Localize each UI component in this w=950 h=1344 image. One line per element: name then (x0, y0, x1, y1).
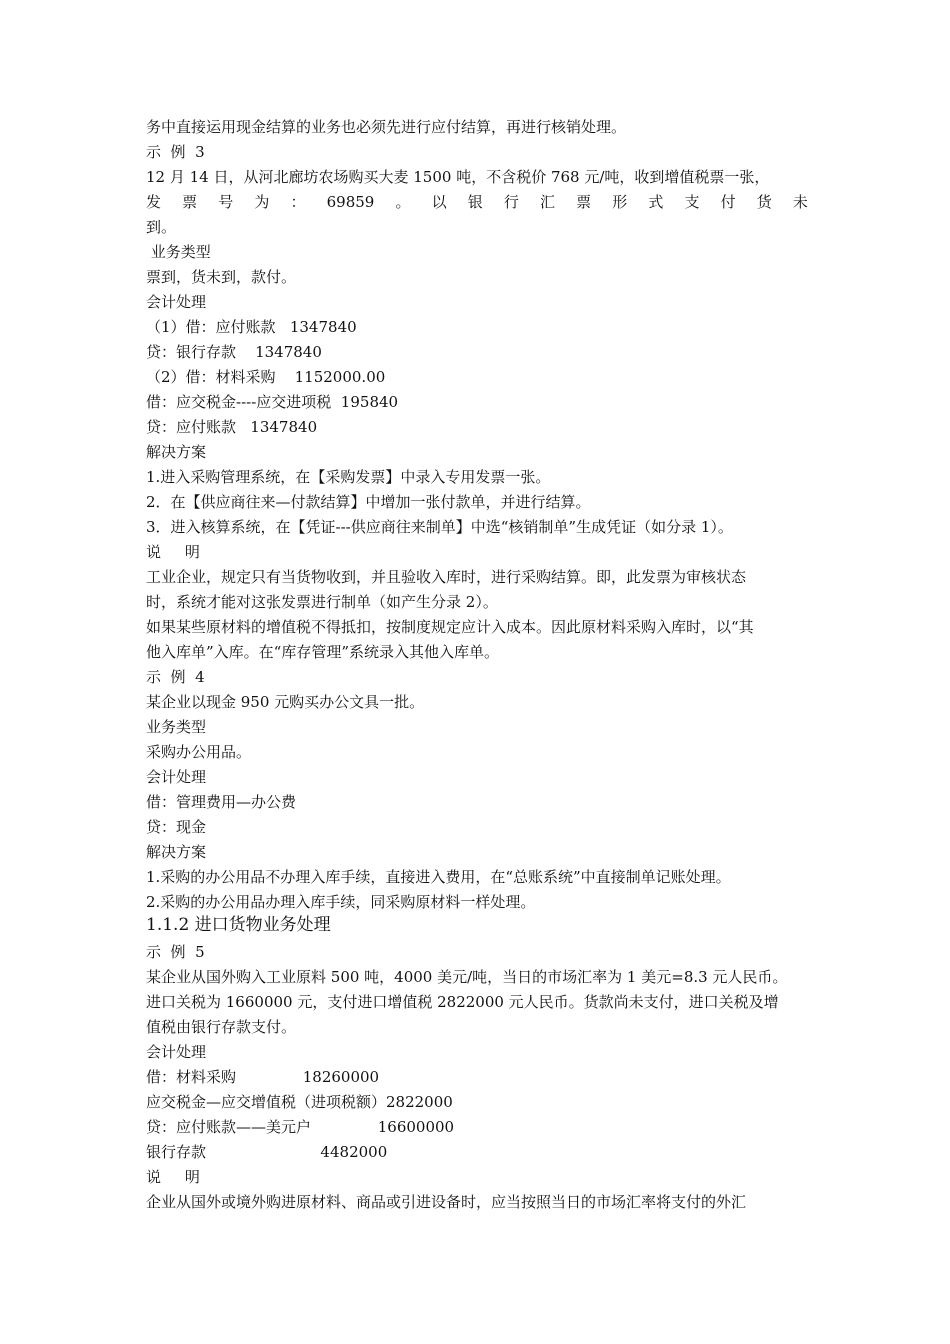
text-token: 货 (756, 193, 772, 211)
text-token: ： (290, 193, 306, 211)
text-line: 进口关税为 1660000 元，支付进口增值税 2822000 元人民币。货款尚未支付，进口关税及增 (146, 993, 779, 1011)
text-token: 69859 (326, 193, 375, 211)
text-token: 号 (218, 193, 234, 211)
journal-entry: 借：应交税金----应交进项税 195840 (146, 393, 399, 411)
journal-entry: 借：管理费用—办公费 (146, 793, 297, 811)
section-label: 解决方案 (146, 843, 207, 861)
journal-entry: 应交税金—应交增值税（进项税额）2822000 (146, 1093, 453, 1111)
text-line: 他入库单”入库。在“库存管理”系统录入其他入库单。 (146, 643, 500, 661)
text-line: 时，系统才能对这张发票进行制单（如产生分录 2）。 (146, 593, 498, 611)
text-token: 以 (431, 193, 447, 211)
text-line: 票到，货未到，款付。 (146, 268, 297, 286)
text-token: 汇 (539, 193, 555, 211)
section-label: 解决方案 (146, 443, 207, 461)
text-token: 形 (612, 193, 628, 211)
text-token: 未 (792, 193, 808, 211)
journal-entry: 借：材料采购 18260000 (146, 1068, 380, 1086)
text-line: 如果某些原材料的增值税不得抵扣，按制度规定应计入成本。因此原材料采购入库时，以“其 (146, 618, 754, 636)
text-token: 发 (146, 193, 162, 211)
section-label: 说 明 (146, 543, 200, 561)
section-label: 会计处理 (146, 1043, 207, 1061)
text-line: 企业从国外或境外购进原材料、商品或引进设备时，应当按照当日的市场汇率将支付的外汇 (146, 1193, 747, 1211)
text-token: 。 (395, 193, 411, 211)
text-token: 付 (720, 193, 736, 211)
text-token: 银 (467, 193, 483, 211)
journal-entry: 贷：银行存款 1347840 (146, 343, 322, 361)
text-token: 票 (576, 193, 592, 211)
text-line: 1.采购的办公用品不办理入库手续，直接进入费用，在“总账系统”中直接制单记账处理。 (146, 868, 731, 886)
text-token: 式 (648, 193, 664, 211)
section-label: 会计处理 (146, 293, 207, 311)
text-line: 值税由银行存款支付。 (146, 1018, 297, 1036)
text-line: 到。 (146, 218, 177, 236)
text-token: 支 (684, 193, 700, 211)
text-line: 工业企业，规定只有当货物收到，并且验收入库时，进行采购结算。即，此发票为审核状态 (146, 568, 747, 586)
journal-entry: 贷：现金 (146, 818, 207, 836)
journal-entry: 贷：应付账款——美元户 16600000 (146, 1118, 455, 1136)
invoice-number-line (146, 192, 808, 212)
journal-entry: 银行存款 4482000 (146, 1143, 388, 1161)
text-line: 务中直接运用现金结算的业务也必须先进行应付结算，再进行核销处理。 (146, 118, 627, 136)
text-line: 某企业以现金 950 元购买办公文具一批。 (146, 693, 425, 711)
journal-entry: （2）借：材料采购 1152000.00 (146, 368, 386, 386)
journal-entry: 贷：应付账款 1347840 (146, 418, 318, 436)
text-line: 2.采购的办公用品办理入库手续，同采购原材料一样处理。 (146, 893, 536, 911)
section-label: 业务类型 (146, 243, 211, 261)
journal-entry: （1）借：应付账款 1347840 (146, 318, 357, 336)
text-line: 2．在【供应商往来—付款结算】中增加一张付款单，并进行结算。 (146, 493, 591, 511)
text-token: 票 (182, 193, 198, 211)
section-heading: 1.1.2 进口货物业务处理 (146, 915, 331, 935)
text-line: 12 月 14 日，从河北廊坊农场购买大麦 1500 吨，不含税价 768 元/吨，收到增值税票一张， (146, 168, 770, 186)
text-token: 为 (254, 193, 270, 211)
example-heading: 示 例 4 (146, 668, 205, 686)
example-heading: 示 例 5 (146, 943, 205, 961)
text-token: 行 (503, 193, 519, 211)
section-label: 会计处理 (146, 768, 207, 786)
text-line: 3．进入核算系统，在【凭证---供应商往来制单】中选“核销制单”生成凭证（如分录 1）。 (146, 518, 733, 536)
text-line: 某企业从国外购入工业原料 500 吨，4000 美元/吨，当日的市场汇率为 1 美元=8.3 元人民币。 (146, 968, 788, 986)
example-heading: 示 例 3 (146, 143, 205, 161)
section-label: 业务类型 (146, 718, 207, 736)
text-line: 1.进入采购管理系统，在【采购发票】中录入专用发票一张。 (146, 468, 551, 486)
text-line: 采购办公用品。 (146, 743, 252, 761)
section-label: 说 明 (146, 1168, 200, 1186)
